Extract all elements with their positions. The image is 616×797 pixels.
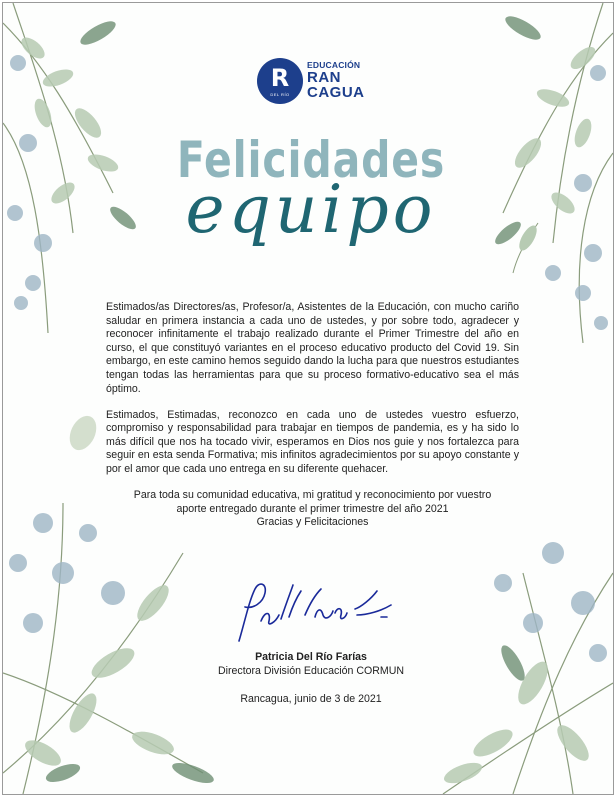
logo-mark: R xyxy=(270,64,290,92)
logo-mark-sub: DEL RÍO xyxy=(270,92,290,97)
signer-block xyxy=(3,650,614,678)
logo-text xyxy=(307,60,365,100)
closing-line-3: Gracias y Felicitaciones xyxy=(256,516,369,529)
closing xyxy=(106,489,519,530)
signature-image xyxy=(231,571,401,646)
paragraph-2: Estimados, Estimadas, reconozco en cada uno de ustedes vuestro esfuerzo, compromiso y responsabilidad para trabajar en tiempos de pandemia, es y ha sido lo más difícil que nos ha tocado vivir, esperamos en Dios nos guie y nos fortalezca para seguir en esta senda Formativa; mis infinitos agradecimientos por su apoyo constante y por el amor que cada uno entrega en su diferente quehacer. xyxy=(106,408,519,476)
title-felicidades: Felicidades xyxy=(176,131,446,189)
closing-line-1: Para toda su comunidad educativa, mi gratitud y reconocimiento por vuestro xyxy=(133,489,492,502)
signer-role: Directora División Educación CORMUN xyxy=(217,665,405,677)
date-line: Rancagua, junio de 3 de 2021 xyxy=(240,693,382,705)
logo xyxy=(257,58,377,106)
signer-name: Patricia Del Río Farías xyxy=(255,651,367,663)
leaf-accent-left xyxy=(63,408,103,468)
letter-page xyxy=(2,2,614,795)
title-equipo: equipo xyxy=(185,171,437,248)
paragraph-1: Estimados/as Directores/as, Profesor/a, Asistentes de la Educación, con mucho cariño saludar en primera instancia a cada uno de ustedes, y por sobre todo, agradecer y reconocer infinitamente el trabajo realizado durante el Primer Trimestre del año en curso, el que constituyó variantes en el proceso educativo producto del Covid 19. Sin embargo, en este camino hemos seguido dando la lucha para que nuestros estudiantes tengan todas las herramientas para que su proceso formativo-educativo sea el más óptimo. xyxy=(106,301,519,395)
logo-line-2: RAN xyxy=(307,69,341,86)
logo-line-1: EDUCACIÓN xyxy=(307,60,361,70)
closing-line-2: aporte entregado durante el primer trimestre del año 2021 xyxy=(176,502,449,515)
letter-body xyxy=(106,301,519,530)
logo-badge xyxy=(257,58,303,104)
logo-line-3: CAGUA xyxy=(307,84,365,101)
